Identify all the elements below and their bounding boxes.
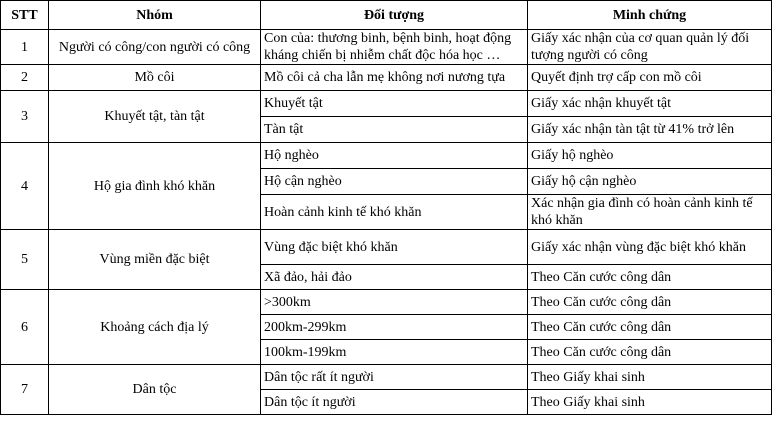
group-cell: Vùng miền đặc biệt [49, 230, 261, 290]
subject-cell: 100km-199km [261, 340, 528, 365]
header-group: Nhóm [49, 1, 261, 30]
evidence-cell: Theo Giấy khai sinh [528, 390, 772, 415]
evidence-cell: Theo Căn cước công dân [528, 265, 772, 290]
group-cell: Dân tộc [49, 365, 261, 415]
header-evidence: Minh chứng [528, 1, 772, 30]
subject-cell: Dân tộc ít người [261, 390, 528, 415]
table-row [1, 290, 772, 315]
evidence-cell: Quyết định trợ cấp con mồ côi [528, 65, 772, 91]
evidence-cell: Theo Căn cước công dân [528, 340, 772, 365]
subject-cell: Hộ cận nghèo [261, 169, 528, 195]
subject-cell: Dân tộc rất ít người [261, 365, 528, 390]
subject-cell: >300km [261, 290, 528, 315]
evidence-cell: Giấy xác nhận tàn tật từ 41% trở lên [528, 117, 772, 143]
subject-cell: Con của: thương binh, bệnh binh, hoạt động kháng chiến bị nhiễm chất độc hóa học … [261, 30, 528, 65]
subject-cell: Mồ côi cả cha lẫn mẹ không nơi nương tựa [261, 65, 528, 91]
evidence-cell: Giấy xác nhận khuyết tật [528, 91, 772, 117]
table-row [1, 365, 772, 390]
stt-cell: 2 [1, 65, 49, 91]
evidence-cell: Theo Giấy khai sinh [528, 365, 772, 390]
group-cell: Mồ côi [49, 65, 261, 91]
evidence-cell: Xác nhận gia đình có hoàn cảnh kinh tế khó khăn [528, 195, 772, 230]
header-stt: STT [1, 1, 49, 30]
subject-cell: Hoàn cảnh kinh tế khó khăn [261, 195, 528, 230]
stt-cell: 3 [1, 91, 49, 143]
subject-cell: Vùng đặc biệt khó khăn [261, 230, 528, 265]
stt-cell: 6 [1, 290, 49, 365]
table-row [1, 230, 772, 265]
evidence-cell: Giấy xác nhận vùng đặc biệt khó khăn [528, 230, 772, 265]
table-row [1, 30, 772, 65]
table-row [1, 143, 772, 169]
table-row [1, 91, 772, 117]
stt-cell: 1 [1, 30, 49, 65]
header-row [1, 1, 772, 30]
evidence-cell: Giấy hộ cận nghèo [528, 169, 772, 195]
header-subject: Đối tượng [261, 1, 528, 30]
group-cell: Khoảng cách địa lý [49, 290, 261, 365]
subject-cell: Xã đảo, hải đảo [261, 265, 528, 290]
evidence-cell: Giấy xác nhận của cơ quan quản lý đối tượng người có công [528, 30, 772, 65]
evidence-cell: Giấy hộ nghèo [528, 143, 772, 169]
stt-cell: 5 [1, 230, 49, 290]
evidence-cell: Theo Căn cước công dân [528, 315, 772, 340]
evidence-cell: Theo Căn cước công dân [528, 290, 772, 315]
group-cell: Người có công/con người có công [49, 30, 261, 65]
subject-cell: Hộ nghèo [261, 143, 528, 169]
stt-cell: 7 [1, 365, 49, 415]
subject-cell: Tàn tật [261, 117, 528, 143]
stt-cell: 4 [1, 143, 49, 230]
group-cell: Khuyết tật, tàn tật [49, 91, 261, 143]
group-cell: Hộ gia đình khó khăn [49, 143, 261, 230]
subject-cell: Khuyết tật [261, 91, 528, 117]
subject-cell: 200km-299km [261, 315, 528, 340]
table-row [1, 65, 772, 91]
